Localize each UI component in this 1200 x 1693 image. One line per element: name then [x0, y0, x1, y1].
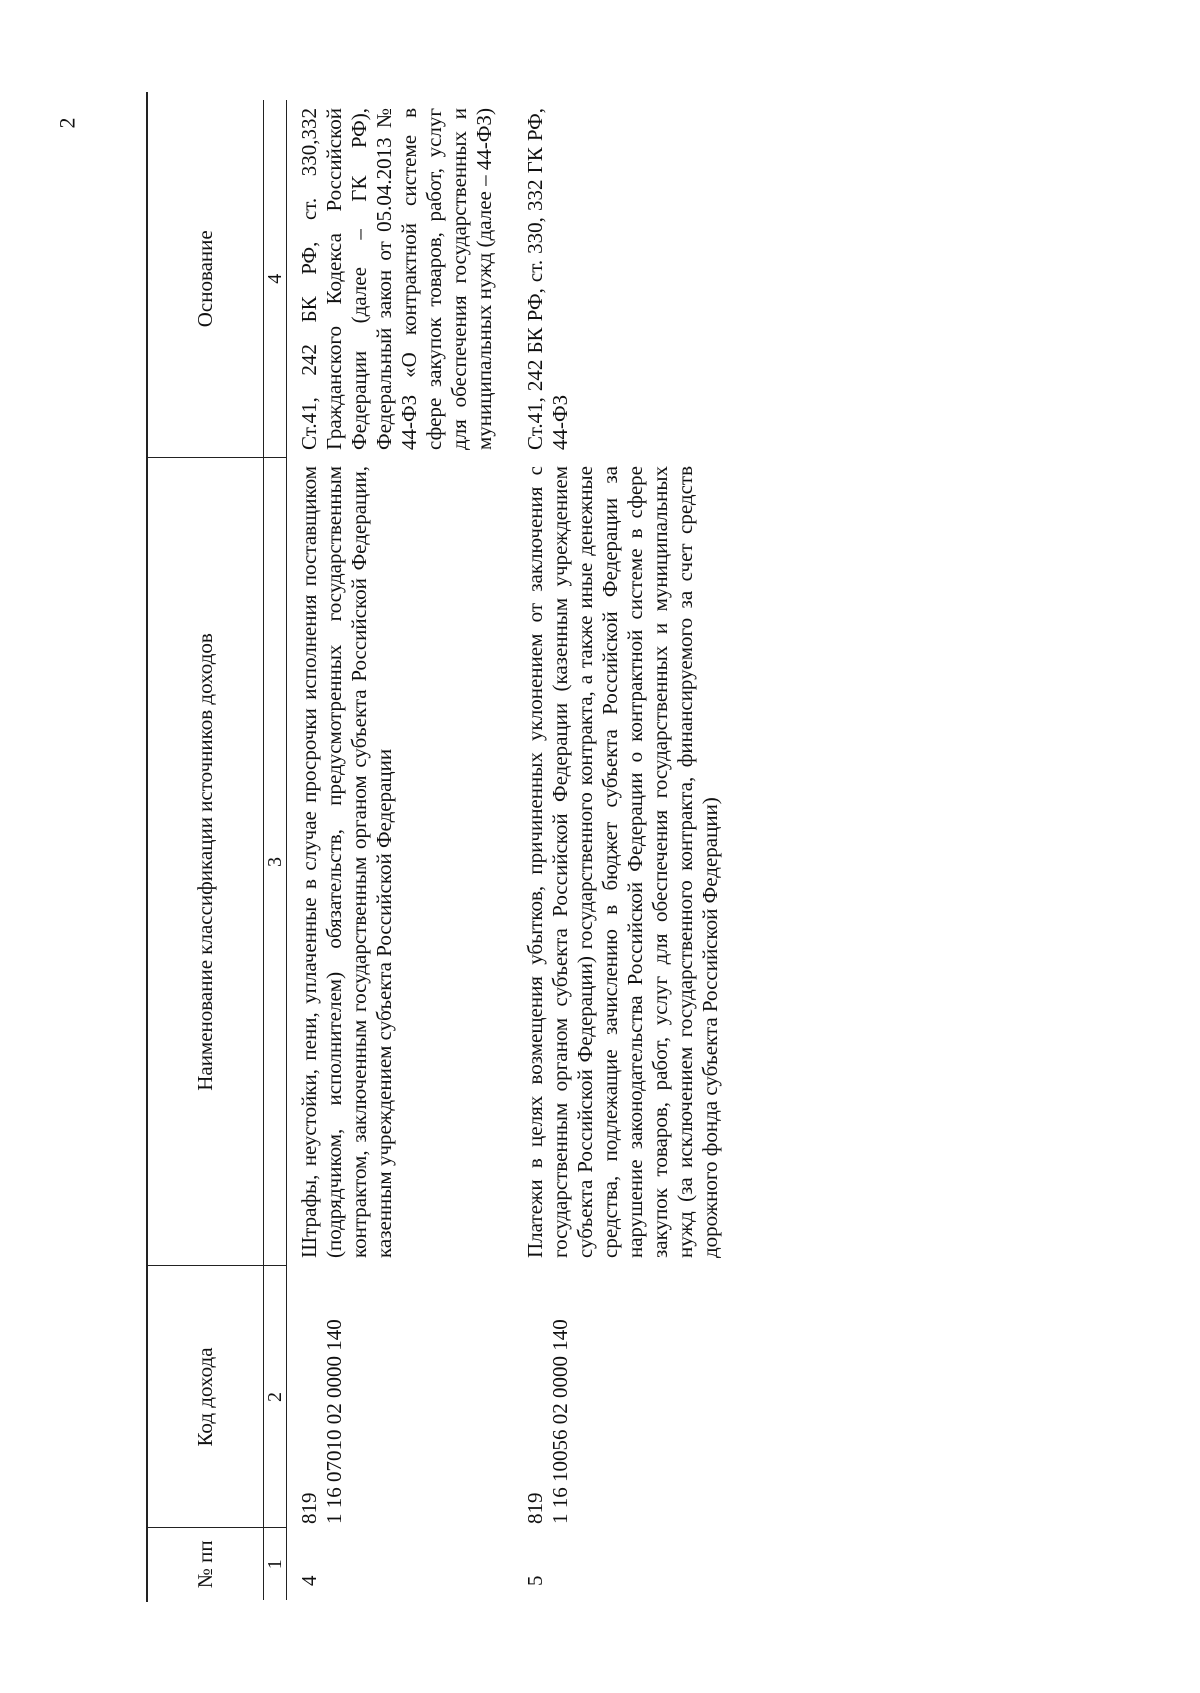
page-number: 2 [54, 117, 80, 129]
header-code: Код дохода [147, 1266, 264, 1528]
table-header-row [147, 100, 264, 1600]
column-number: 2 [264, 1266, 287, 1528]
table-row [513, 100, 739, 1600]
income-classification-table [146, 100, 739, 1600]
row-number: 5 [523, 1575, 547, 1586]
income-code-cell [513, 1266, 739, 1528]
income-basis: Ст.41, 242 БК РФ, ст. 330, 332 ГК РФ, 44-ФЗ [523, 108, 572, 450]
column-number: 1 [264, 1528, 287, 1600]
rotated-table-wrapper [146, 100, 1046, 1600]
row-number: 4 [297, 1575, 321, 1586]
income-basis: Ст.41, 242 БК РФ, ст. 330,332 Гражданского Кодекса Российской Федерации (далее – ГК РФ), Федеральный закон от 05.04.2013 № 44-ФЗ «О контрактной системе в сфере закупок товаров, работ, услуг для обеспечения государственных и муниципальных нужд (далее – 44-ФЗ) [297, 108, 496, 450]
income-name: Платежи в целях возмещения убытков, причиненных уклонением от заключения с государственным органом субъекта Российской Федерации (казенным учреждением субъекта Российской Федерации) государственного контракта, а также иные денежные средства, подлежащие зачислению в бюджет субъекта Российской Федерации за нарушение законодательства Российской Федерации о контрактной системе в сфере закупок товаров, работ, услуг для обеспечения государственных и муниципальных нужд (за исключением государственного контракта, финансируемого за счет средств дорожного фонда субъекта Российской Федерации) [523, 466, 722, 1258]
header-basis: Основание [147, 100, 264, 458]
income-code: 1 16 07010 02 0000 140 [322, 1319, 346, 1524]
column-number: 4 [264, 100, 287, 458]
table-row [287, 100, 514, 1600]
income-name: Штрафы, неустойки, пени, уплаченные в случае просрочки исполнения поставщиком (подрядчиком, исполнителем) обязательств, предусмотренных государственным контрактом, заключенным государственным органом субъекта Российской Федерации, казенным учреждением субъекта Российской Федерации [297, 466, 396, 1258]
column-number: 3 [264, 458, 287, 1266]
income-code: 1 16 10056 02 0000 140 [548, 1319, 572, 1524]
income-code-cell [287, 1266, 514, 1528]
admin-code: 819 [297, 1492, 321, 1524]
admin-code: 819 [523, 1492, 547, 1524]
header-num: № пп [147, 1528, 264, 1600]
column-number-row [264, 100, 287, 1600]
header-name: Наименование классификации источников доходов [147, 458, 264, 1266]
